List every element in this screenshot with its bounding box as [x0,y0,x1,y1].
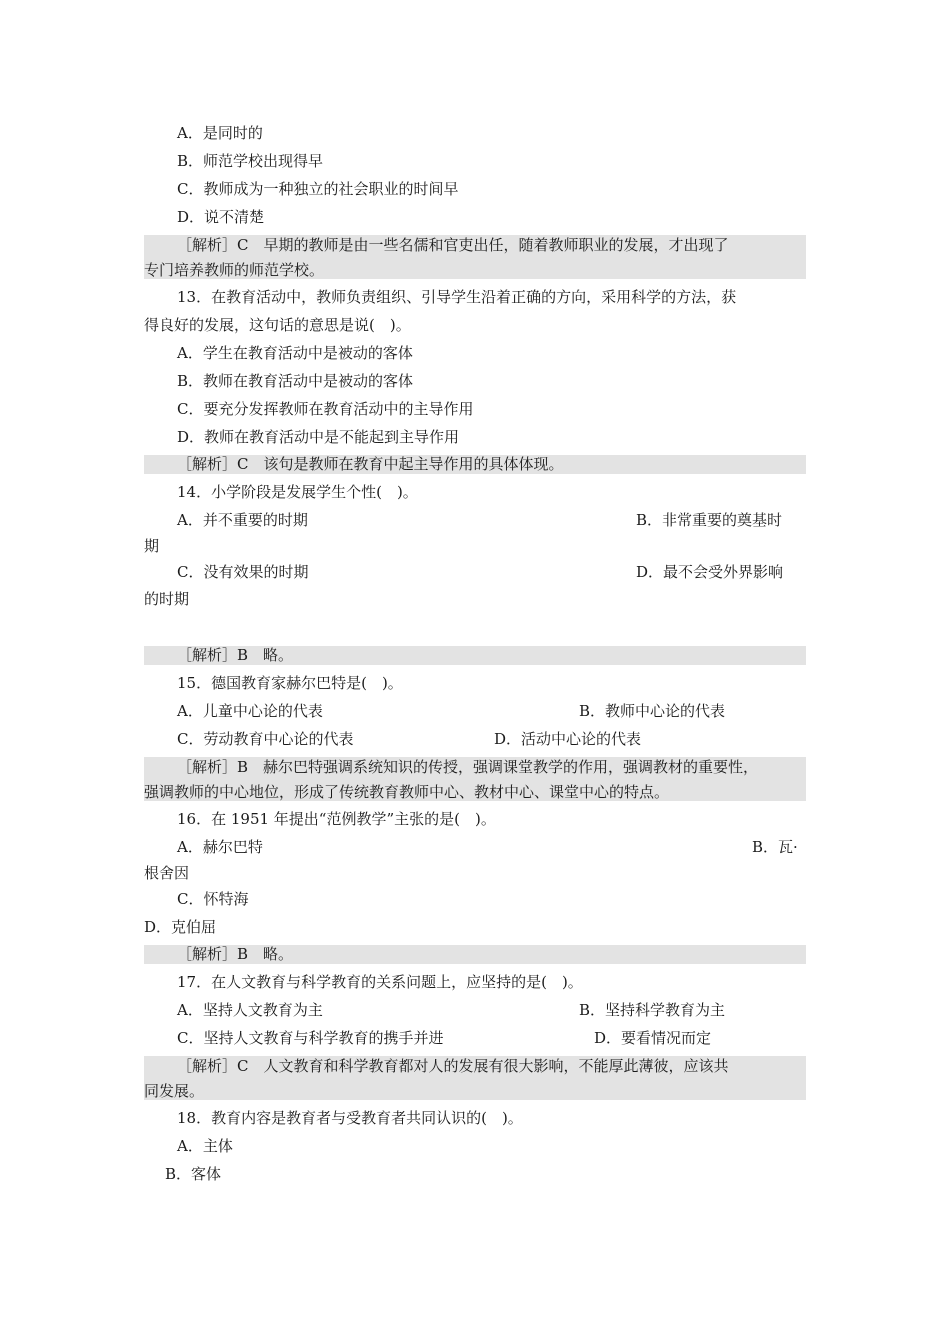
q17-option-b: B．坚持科学教育为主 [579,1001,726,1019]
q12-analysis-line2: 专门培养教师的师范学校。 [144,261,325,279]
q17-option-c: C．坚持人文教育与科学教育的携手并进 [177,1029,444,1047]
q16-option-a: A．赫尔巴特 [177,838,263,856]
q15-option-a: A．儿童中心论的代表 [177,702,323,720]
q17-stem: 17．在人文教育与科学教育的关系问题上，应坚持的是( )。 [177,973,583,991]
q12-analysis-line1: ［解析］C 早期的教师是由一些名儒和官吏出任，随着教师职业的发展，才出现了 [177,236,729,254]
q14-option-b-line1: B．非常重要的奠基时 [636,511,783,529]
q15-stem: 15．德国教育家赫尔巴特是( )。 [177,674,403,692]
q18-stem: 18．教育内容是教育者与受教育者共同认识的( )。 [177,1109,523,1127]
q14-stem: 14．小学阶段是发展学生个性( )。 [177,483,418,501]
q15-analysis-line1: ［解析］B 赫尔巴特强调系统知识的传授，强调课堂教学的作用，强调教材的重要性， [177,758,759,776]
q13-stem-line1: 13．在教育活动中，教师负责组织、引导学生沿着正确的方向，采用科学的方法，获 [177,288,737,306]
q14-analysis: ［解析］B 略。 [177,646,294,664]
q17-analysis-line1: ［解析］C 人文教育和科学教育都对人的发展有很大影响，不能厚此薄彼，应该共 [177,1057,729,1075]
q12-option-c: C．教师成为一种独立的社会职业的时间早 [177,180,459,198]
q17-analysis-line2: 同发展。 [144,1082,205,1100]
q13-option-b: B．教师在教育活动中是被动的客体 [177,372,414,390]
q15-analysis-line2: 强调教师的中心地位，形成了传统教育教师中心、教材中心、课堂中心的特点。 [144,783,670,801]
q15-option-c: C．劳动教育中心论的代表 [177,730,354,748]
q13-stem-line2: 得良好的发展，这句话的意思是说( )。 [144,316,411,334]
q13-option-c: C．要充分发挥教师在教育活动中的主导作用 [177,400,474,418]
q14-option-b-line2: 期 [144,537,160,555]
q17-option-d: D．要看情况而定 [594,1029,712,1047]
q16-option-b-line2: 根舍因 [144,864,190,882]
q14-option-a: A．并不重要的时期 [177,511,308,529]
q18-option-a: A．主体 [177,1137,233,1155]
q16-option-c: C．怀特海 [177,890,249,908]
q14-option-c: C．没有效果的时期 [177,563,309,581]
q13-option-d: D．教师在教育活动中是不能起到主导作用 [177,428,460,446]
q16-analysis: ［解析］B 略。 [177,945,294,963]
q12-option-d: D．说不清楚 [177,208,265,226]
q17-option-a: A．坚持人文教育为主 [177,1001,323,1019]
q15-option-b: B．教师中心论的代表 [579,702,726,720]
q15-option-d: D．活动中心论的代表 [494,730,642,748]
q18-option-b: B．客体 [165,1165,222,1183]
q13-analysis: ［解析］C 该句是教师在教育中起主导作用的具体体现。 [177,455,564,473]
q14-option-d-line2: 的时期 [144,590,190,608]
q12-option-b: B．师范学校出现得早 [177,152,324,170]
q12-option-a: A．是同时的 [177,124,263,142]
q14-option-d-line1: D．最不会受外界影响 [636,563,784,581]
q16-stem: 16．在 1951 年提出“范例教学”主张的是( )。 [177,810,496,828]
q16-option-d: D．克伯屈 [144,918,217,936]
q16-option-b-line1: B．瓦· [752,838,798,856]
q13-option-a: A．学生在教育活动中是被动的客体 [177,344,413,362]
